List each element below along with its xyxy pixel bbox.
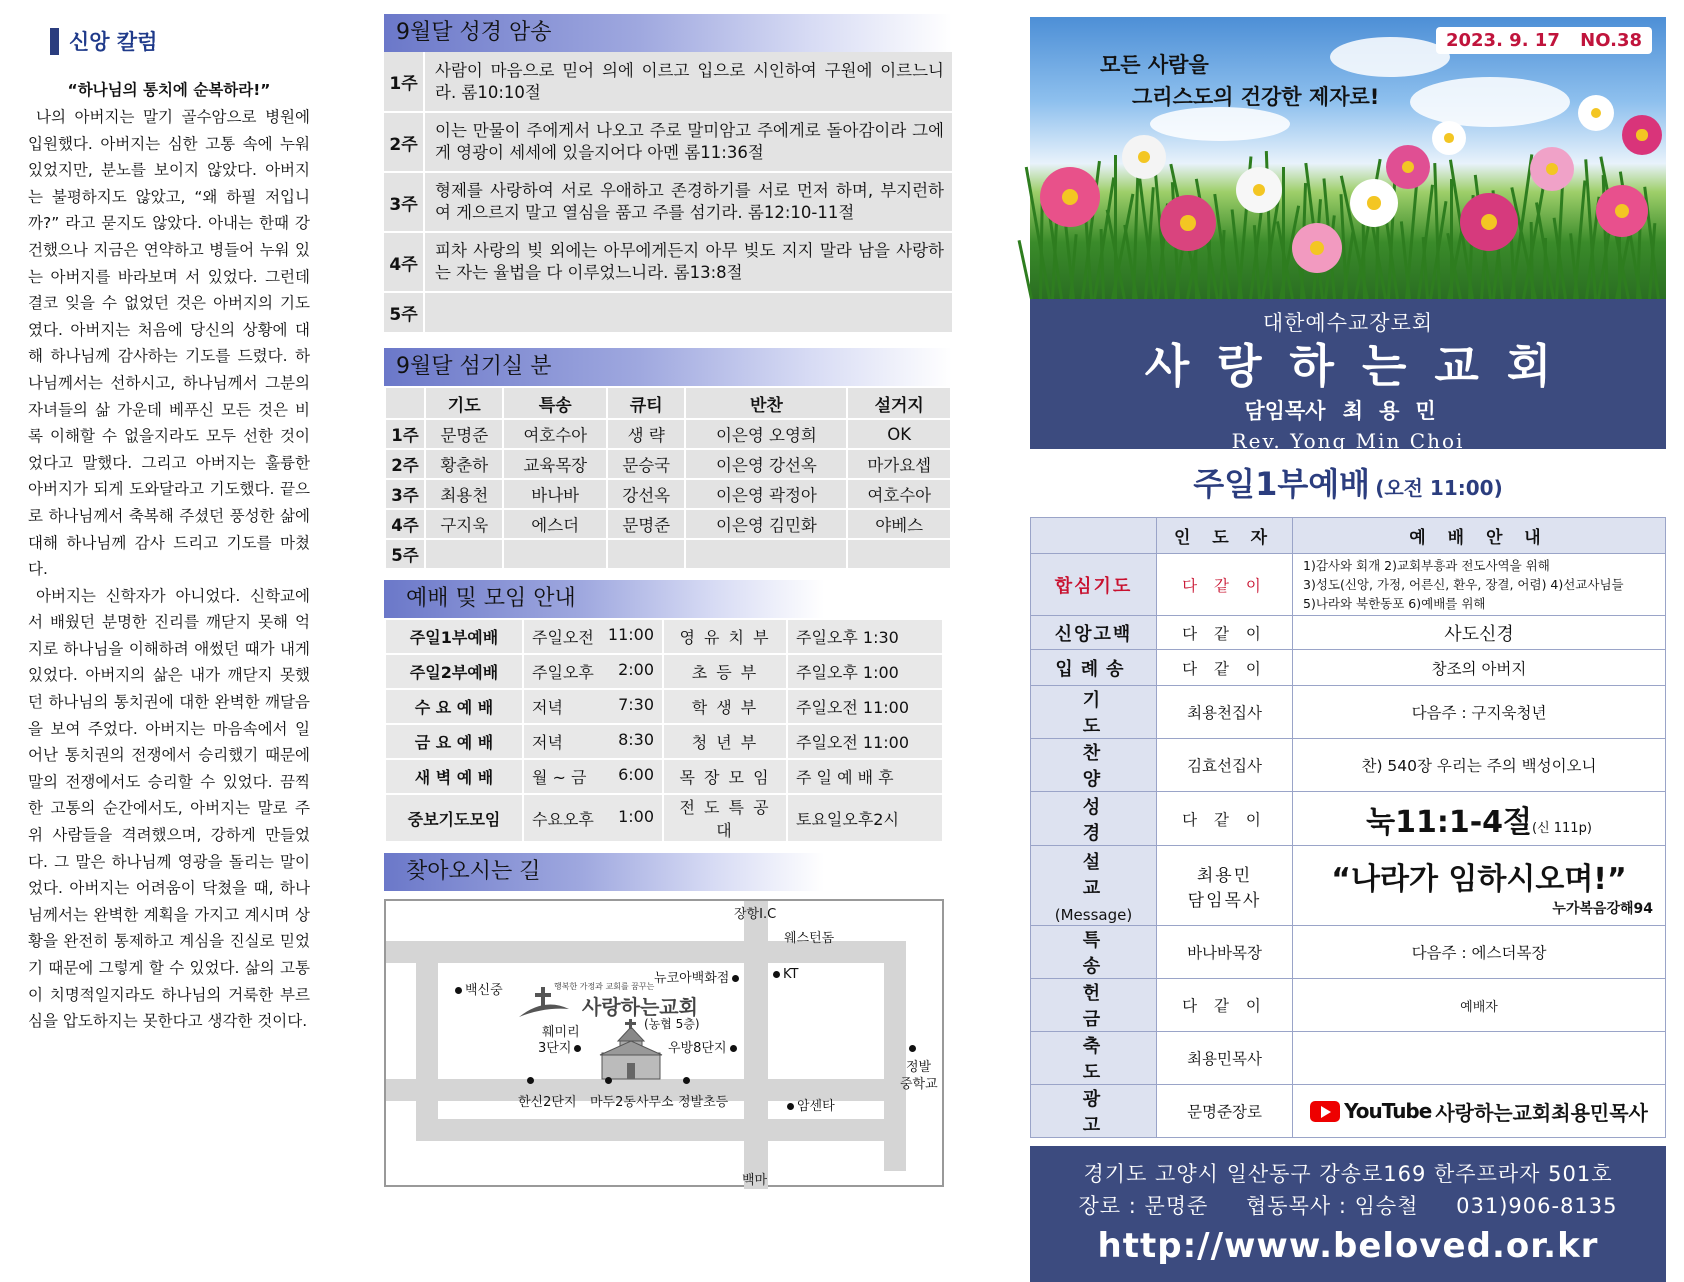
column-title: “하나님의 통치에 순복하라!” — [67, 81, 271, 99]
prayer-topics: 1)감사와 회개 2)교회부흥과 전도사역을 위해 3)성도(신앙, 가정, 어른신, 환우, 장결, 어렴) 4)선교사님들 5)나라와 북한동포 6)예배를 위해 — [1293, 554, 1666, 616]
verse-heading: 9월달 성경 암송 — [384, 14, 952, 52]
faith-column — [28, 26, 310, 1035]
flower-shape — [1292, 223, 1342, 273]
slogan-line: 모든 사람을 — [1100, 53, 1209, 77]
order-leader: 문명준장로 — [1157, 1085, 1293, 1138]
order-detail: 찬) 540장 우리는 주의 백성이오니 — [1293, 739, 1666, 792]
order-item: 신앙고백 — [1031, 616, 1157, 650]
order-detail: 창조의 아버지 — [1293, 650, 1666, 686]
order-row — [1031, 979, 1666, 1032]
order-header-guide: 예 배 안 내 — [1293, 518, 1666, 554]
map-label-kt: KT — [770, 967, 798, 982]
service-name: 금 요 예 배 — [385, 724, 523, 759]
duty-cell: 구지욱 — [425, 509, 503, 539]
map-road — [416, 941, 438, 1141]
associate-pastor: 협동목사 : 임승철 — [1246, 1194, 1419, 1218]
order-leader: 바나바목장 — [1157, 926, 1293, 979]
flower-shape — [1040, 167, 1100, 227]
scripture-reading — [1293, 792, 1666, 846]
youtube-channel-name: 사랑하는교회최용민목사 — [1435, 1100, 1648, 1125]
verse-week: 5주 — [384, 292, 424, 333]
duty-cell: 교육목장 — [503, 449, 607, 479]
order-header-blank — [1031, 518, 1157, 554]
department-time: 주일오전 11:00 — [787, 724, 943, 759]
service-time: (오전 11:00) — [1375, 476, 1503, 500]
duty-cell: 이은영 김민화 — [685, 509, 847, 539]
duty-row — [385, 539, 951, 569]
order-row — [1031, 650, 1666, 686]
scripture-page: (신 111p) — [1532, 820, 1592, 836]
service-time: 주일오전 11:00 — [523, 619, 663, 654]
verse-text: 이는 만물이 주에게서 나오고 주로 말미암고 주에게로 돌아감이라 그에게 영광이 세세에 있을지어다 아멘 롬11:36절 — [424, 112, 952, 172]
duty-cell: 에스더 — [503, 509, 607, 539]
service-time: 수요오후 1:00 — [523, 794, 663, 842]
slogan — [1100, 49, 1379, 113]
contact-line — [1030, 1190, 1666, 1222]
duty-col-header: 반찬 — [685, 387, 847, 419]
pastor-title: 담임목사 — [1244, 399, 1326, 423]
pastor-line — [1030, 395, 1666, 425]
map-church-sub: (농협 5층) — [644, 1017, 700, 1031]
duty-cell — [425, 539, 503, 569]
order-item: 입례송 — [1031, 650, 1157, 686]
duty-cell: 강선옥 — [607, 479, 685, 509]
column-paragraph: 나의 아버지는 말기 골수암으로 병원에 입원했다. 아버지는 심한 고통 속에 누워 있었지만, 분노를 보이지 않았다. 아버지는 불평하지도 않았고, “왜 하필 저입니까?” 라고 묻지도 않았다. 아내는 한때 강건했으나 지금은 연약하고 병들어 누워 있는 아버지를 바라보며 서 있었다. 그런데 결코 잊을 수 없었던 것은 아버지의 기도였다. 아버지는 처음에 당신의 상황에 대해 하나님께 감사하는 기도를 드렸다. 하나님께서는 선하시고, 하나님께서 그분의 자녀들의 삶 가운데 베푸신 모든 것은 비록 이해할 수 없을지라도 모두 선한 것이었다고 말했다. 그리고 아버지는 훌륭한 아버지가 되게 도와달라고 기도했다. 끝으로 하나님께서 축복해 주셨던 풍성한 삶에 대해 하나님께 감사 드리고 기도를 마쳤다. — [28, 108, 310, 579]
order-leader: 다 같 이 — [1157, 792, 1293, 846]
duty-cell — [847, 539, 951, 569]
schedule-row — [385, 794, 943, 842]
duty-cell: 문명준 — [607, 509, 685, 539]
address: 경기도 고양시 일산동구 강송로169 한주프라자 501호 — [1083, 1162, 1613, 1186]
phone: 031)906-8135 — [1456, 1194, 1618, 1218]
duty-cell: 최용천 — [425, 479, 503, 509]
website-link[interactable]: http://www.beloved.or.kr — [1097, 1226, 1599, 1266]
order-row — [1031, 926, 1666, 979]
department-time: 토요일오후2시 — [787, 794, 943, 842]
duty-col-header: 기도 — [425, 387, 503, 419]
service-name: 주일2부예배 — [385, 654, 523, 689]
flower-shape — [1622, 115, 1662, 155]
column-heading-text: 신앙 칼럼 — [69, 30, 158, 54]
order-leader: 김효선집사 — [1157, 739, 1293, 792]
church-name: 사랑하는교회 — [1144, 339, 1580, 393]
youtube-brand: YouTube — [1344, 1099, 1432, 1123]
verse-row — [384, 232, 952, 292]
department-name: 영 유 치 부 — [663, 619, 787, 654]
duty-table — [384, 386, 952, 570]
duty-cell: 4주 — [385, 509, 425, 539]
duty-cell — [503, 539, 607, 569]
order-item: 찬양 — [1031, 739, 1157, 792]
grass-blade — [1114, 155, 1117, 299]
order-leader: 최용민목사 — [1157, 1032, 1293, 1085]
duty-heading: 9월달 섬기실 분 — [384, 348, 952, 386]
issue-badge — [1436, 27, 1652, 54]
map-label-jeongbal2: 중학교 — [900, 1077, 938, 1092]
duty-cell: 1주 — [385, 419, 425, 449]
duty-cell: 문승국 — [607, 449, 685, 479]
service-time: 주일오후 2:00 — [523, 654, 663, 689]
cloud-shape — [1410, 77, 1570, 127]
service-title — [1030, 459, 1666, 505]
duty-cell — [685, 539, 847, 569]
order-row — [1031, 1085, 1666, 1138]
verse-week: 4주 — [384, 232, 424, 292]
middle-column — [384, 14, 952, 1187]
order-detail: 다음주 : 구지욱청년 — [1293, 686, 1666, 739]
heading-bar — [50, 28, 59, 55]
order-leader: 다 같 이 — [1157, 554, 1293, 616]
verse-week: 1주 — [384, 52, 424, 112]
duty-col-header: 특송 — [503, 387, 607, 419]
map-label-jangang: 장항I.C — [734, 907, 777, 922]
service-name: 수 요 예 배 — [385, 689, 523, 724]
department-name: 초 등 부 — [663, 654, 787, 689]
duty-cell: 문명준 — [425, 419, 503, 449]
order-leader: 최용천집사 — [1157, 686, 1293, 739]
order-leader: 다 같 이 — [1157, 616, 1293, 650]
order-header-row — [1031, 518, 1666, 554]
youtube-icon — [1310, 1101, 1340, 1122]
verse-table — [384, 52, 952, 334]
order-item: 축도 — [1031, 1032, 1157, 1085]
order-row — [1031, 739, 1666, 792]
department-time: 주일오후 1:30 — [787, 619, 943, 654]
map-label-jeongbalcho: 정발초등 — [678, 1095, 729, 1110]
duty-col-header — [385, 387, 425, 419]
map-dot — [680, 1073, 693, 1088]
order-item: 광고 — [1031, 1085, 1157, 1138]
map-label-hyemiri: 훼미리 — [542, 1025, 580, 1040]
grass-blade — [1282, 167, 1285, 299]
order-item: 헌금 — [1031, 979, 1157, 1032]
verse-text: 형제를 사랑하여 서로 우애하고 존경하기를 서로 먼저 하며, 부지런하여 게으르지 말고 열심을 품고 주를 섬기라. 롬12:10-11절 — [424, 172, 952, 232]
verse-row — [384, 112, 952, 172]
elder: 장로 : 문명준 — [1078, 1194, 1209, 1218]
flower-shape — [1596, 185, 1648, 237]
order-detail: 다음주 : 에스더목장 — [1293, 926, 1666, 979]
column-body — [28, 104, 310, 1035]
order-leader: 다 같 이 — [1157, 650, 1293, 686]
issue-date: 2023. 9. 17 — [1445, 30, 1560, 51]
duty-cell: 바나바 — [503, 479, 607, 509]
sermon — [1293, 846, 1666, 926]
order-detail: 예배자 — [1293, 979, 1666, 1032]
duty-cell: 3주 — [385, 479, 425, 509]
verse-row — [384, 52, 952, 112]
schedule-row — [385, 689, 943, 724]
order-leader: 다 같 이 — [1157, 979, 1293, 1032]
verse-week: 3주 — [384, 172, 424, 232]
map-label-madu: 마두2동사무소 — [590, 1095, 674, 1110]
denomination: 대한예수교장로회 — [1262, 311, 1434, 335]
service-name: 주일1부예배 — [385, 619, 523, 654]
verse-row — [384, 292, 952, 333]
duty-cell: 황춘하 — [425, 449, 503, 479]
service-time: 저녁 7:30 — [523, 689, 663, 724]
duty-header-row — [385, 387, 951, 419]
verse-row — [384, 172, 952, 232]
flower-shape — [1350, 179, 1398, 227]
order-row — [1031, 1032, 1666, 1085]
service-title-text: 주일1부예배 — [1193, 465, 1371, 503]
duty-row — [385, 479, 951, 509]
service-name: 중보기도모임 — [385, 794, 523, 842]
order-row — [1031, 554, 1666, 616]
slogan-line: 그리스도의 건강한 제자로! — [1132, 85, 1380, 109]
column-paragraph: 아버지는 신학자가 아니었다. 신학교에서 배웠던 분명한 진리를 깨닫지 못해 억지로 하나님을 이해하려 애썼던 때가 내게 있었다. 아버지의 삶은 내가 깨닫지 못했던 하나님의 통치권에 대한 완벽한 깨달음을 보여 주었다. 아버지는 마음속에서 일어난 통치권의 전쟁에서 승리했기 때문에 말의 전쟁에서도 승리할 수 있었다. 끔찍한 고통의 순간에서도, 아버지는 말로 주위 사람들을 격려했으며, 강하게 만들었다. 그 말은 하나님께 영광을 돌리는 말이었다. 아버지는 어려움이 닥쳤을 때, 하나님께서는 완벽한 계획을 가지고 계시며 상황을 완전히 통제하고 계심을 진실로 믿었기 때문에 그렇게 할 수 있었다. 삶의 고통이 치명적일지라도 하나님의 거룩한 부르심을 압도하지는 못한다고 생각한 것이다. — [28, 586, 310, 1031]
department-time: 주 일 예 배 후 — [787, 759, 943, 794]
church-logo-icon — [514, 983, 574, 1023]
directions-map — [384, 899, 944, 1187]
flower-shape — [1122, 135, 1166, 179]
department-name: 목 장 모 임 — [663, 759, 787, 794]
order-item: 합심기도 — [1031, 554, 1157, 616]
order-detail — [1293, 1032, 1666, 1085]
map-church-name: 사랑하는교회 — [582, 995, 698, 1019]
verse-text: 사람이 마음으로 믿어 의에 이르고 입으로 시인하여 구원에 이르느니라. 롬10:10절 — [424, 52, 952, 112]
map-dot — [602, 1073, 615, 1088]
map-label-baeksin: 백신중 — [452, 979, 503, 998]
order-item: 특송 — [1031, 926, 1157, 979]
map-label-amcenter: 암센타 — [784, 1095, 835, 1114]
department-name: 청 년 부 — [663, 724, 787, 759]
sermon-title: “나라가 임하시오며!” — [1331, 861, 1627, 897]
flower-shape — [1578, 95, 1614, 131]
sermon-series: 누가복음강해94 — [1552, 900, 1653, 917]
duty-cell: 이은영 오영희 — [685, 419, 847, 449]
map-church-tag: 행복한 가정과 교회를 꿈꾸는 — [554, 982, 655, 991]
map-road — [744, 901, 768, 1189]
order-item: 설교 (Message) — [1031, 846, 1157, 926]
flower-shape — [1236, 167, 1282, 213]
duty-cell: 생 략 — [607, 419, 685, 449]
order-leader: 최용민 담임목사 — [1157, 846, 1293, 926]
flower-shape — [1160, 195, 1216, 251]
verse-text — [424, 292, 952, 333]
bulletin-cover — [1030, 17, 1666, 1282]
order-row — [1031, 686, 1666, 739]
schedule-row — [385, 619, 943, 654]
department-name: 전 도 특 공 대 — [663, 794, 787, 842]
schedule-table — [384, 618, 944, 843]
map-heading: 찾아오시는 길 — [384, 853, 824, 891]
duty-cell: 여호수아 — [503, 419, 607, 449]
map-label-baekma: 백마 — [742, 1173, 768, 1188]
flower-shape — [1432, 121, 1466, 155]
flower-shape — [1530, 147, 1574, 191]
scripture-text: 눅11:1-4절 — [1366, 804, 1532, 840]
duty-cell — [607, 539, 685, 569]
grass-blade — [1018, 240, 1033, 299]
map-road — [416, 1119, 906, 1141]
map-label-hyemiri2: 3단지 — [538, 1037, 584, 1056]
hero-image — [1030, 17, 1666, 299]
service-time: 저녁 8:30 — [523, 724, 663, 759]
duty-col-header: 설거지 — [847, 387, 951, 419]
duty-cell: 여호수아 — [847, 479, 951, 509]
schedule-row — [385, 654, 943, 689]
service-time: 월 ~ 금 6:00 — [523, 759, 663, 794]
schedule-row — [385, 759, 943, 794]
duty-cell: 야베스 — [847, 509, 951, 539]
flower-shape — [1460, 193, 1518, 251]
map-label-hansin: 한신2단지 — [518, 1095, 577, 1110]
department-time: 주일오후 1:00 — [787, 654, 943, 689]
order-row — [1031, 792, 1666, 846]
map-label-newcore: 뉴코아백화점 — [654, 967, 742, 986]
verse-week: 2주 — [384, 112, 424, 172]
map-label-western: 웨스턴돔 — [784, 931, 835, 946]
duty-cell: 마가요셉 — [847, 449, 951, 479]
order-item: 기도 — [1031, 686, 1157, 739]
order-row — [1031, 616, 1666, 650]
duty-cell: 2주 — [385, 449, 425, 479]
department-name: 학 생 부 — [663, 689, 787, 724]
duty-row — [385, 449, 951, 479]
duty-cell: OK — [847, 419, 951, 449]
verse-text: 피차 사랑의 빚 외에는 아무에게든지 아무 빚도 지지 말라 남을 사랑하는 자는 율법을 다 이루었느니라. 롬13:8절 — [424, 232, 952, 292]
duty-cell: 이은영 강선옥 — [685, 449, 847, 479]
duty-row — [385, 509, 951, 539]
issue-number: NO.38 — [1580, 30, 1642, 51]
service-name: 새 벽 예 배 — [385, 759, 523, 794]
duty-col-header: 큐티 — [607, 387, 685, 419]
order-detail: 사도신경 — [1293, 616, 1666, 650]
column-heading — [28, 26, 310, 56]
duty-row — [385, 419, 951, 449]
schedule-row — [385, 724, 943, 759]
order-item: 성경 — [1031, 792, 1157, 846]
map-label-ubang: 우방8단지 — [668, 1037, 740, 1056]
youtube-channel[interactable] — [1293, 1085, 1666, 1138]
duty-cell: 5주 — [385, 539, 425, 569]
schedule-heading: 예배 및 모임 안내 — [384, 580, 824, 618]
map-dot — [524, 1073, 537, 1088]
flower-shape — [1386, 145, 1430, 189]
contact-footer — [1030, 1146, 1666, 1282]
map-label-jeongbal: 정발 — [906, 1041, 931, 1075]
order-row — [1031, 846, 1666, 926]
order-of-worship — [1030, 517, 1666, 1138]
order-header-leader: 인 도 자 — [1157, 518, 1293, 554]
department-time: 주일오전 11:00 — [787, 689, 943, 724]
duty-cell: 이은영 곽정아 — [685, 479, 847, 509]
pastor-name: 최용민 — [1342, 399, 1452, 423]
church-banner — [1030, 299, 1666, 453]
pastor-english: Rev. Yong Min Choi — [1231, 429, 1465, 453]
